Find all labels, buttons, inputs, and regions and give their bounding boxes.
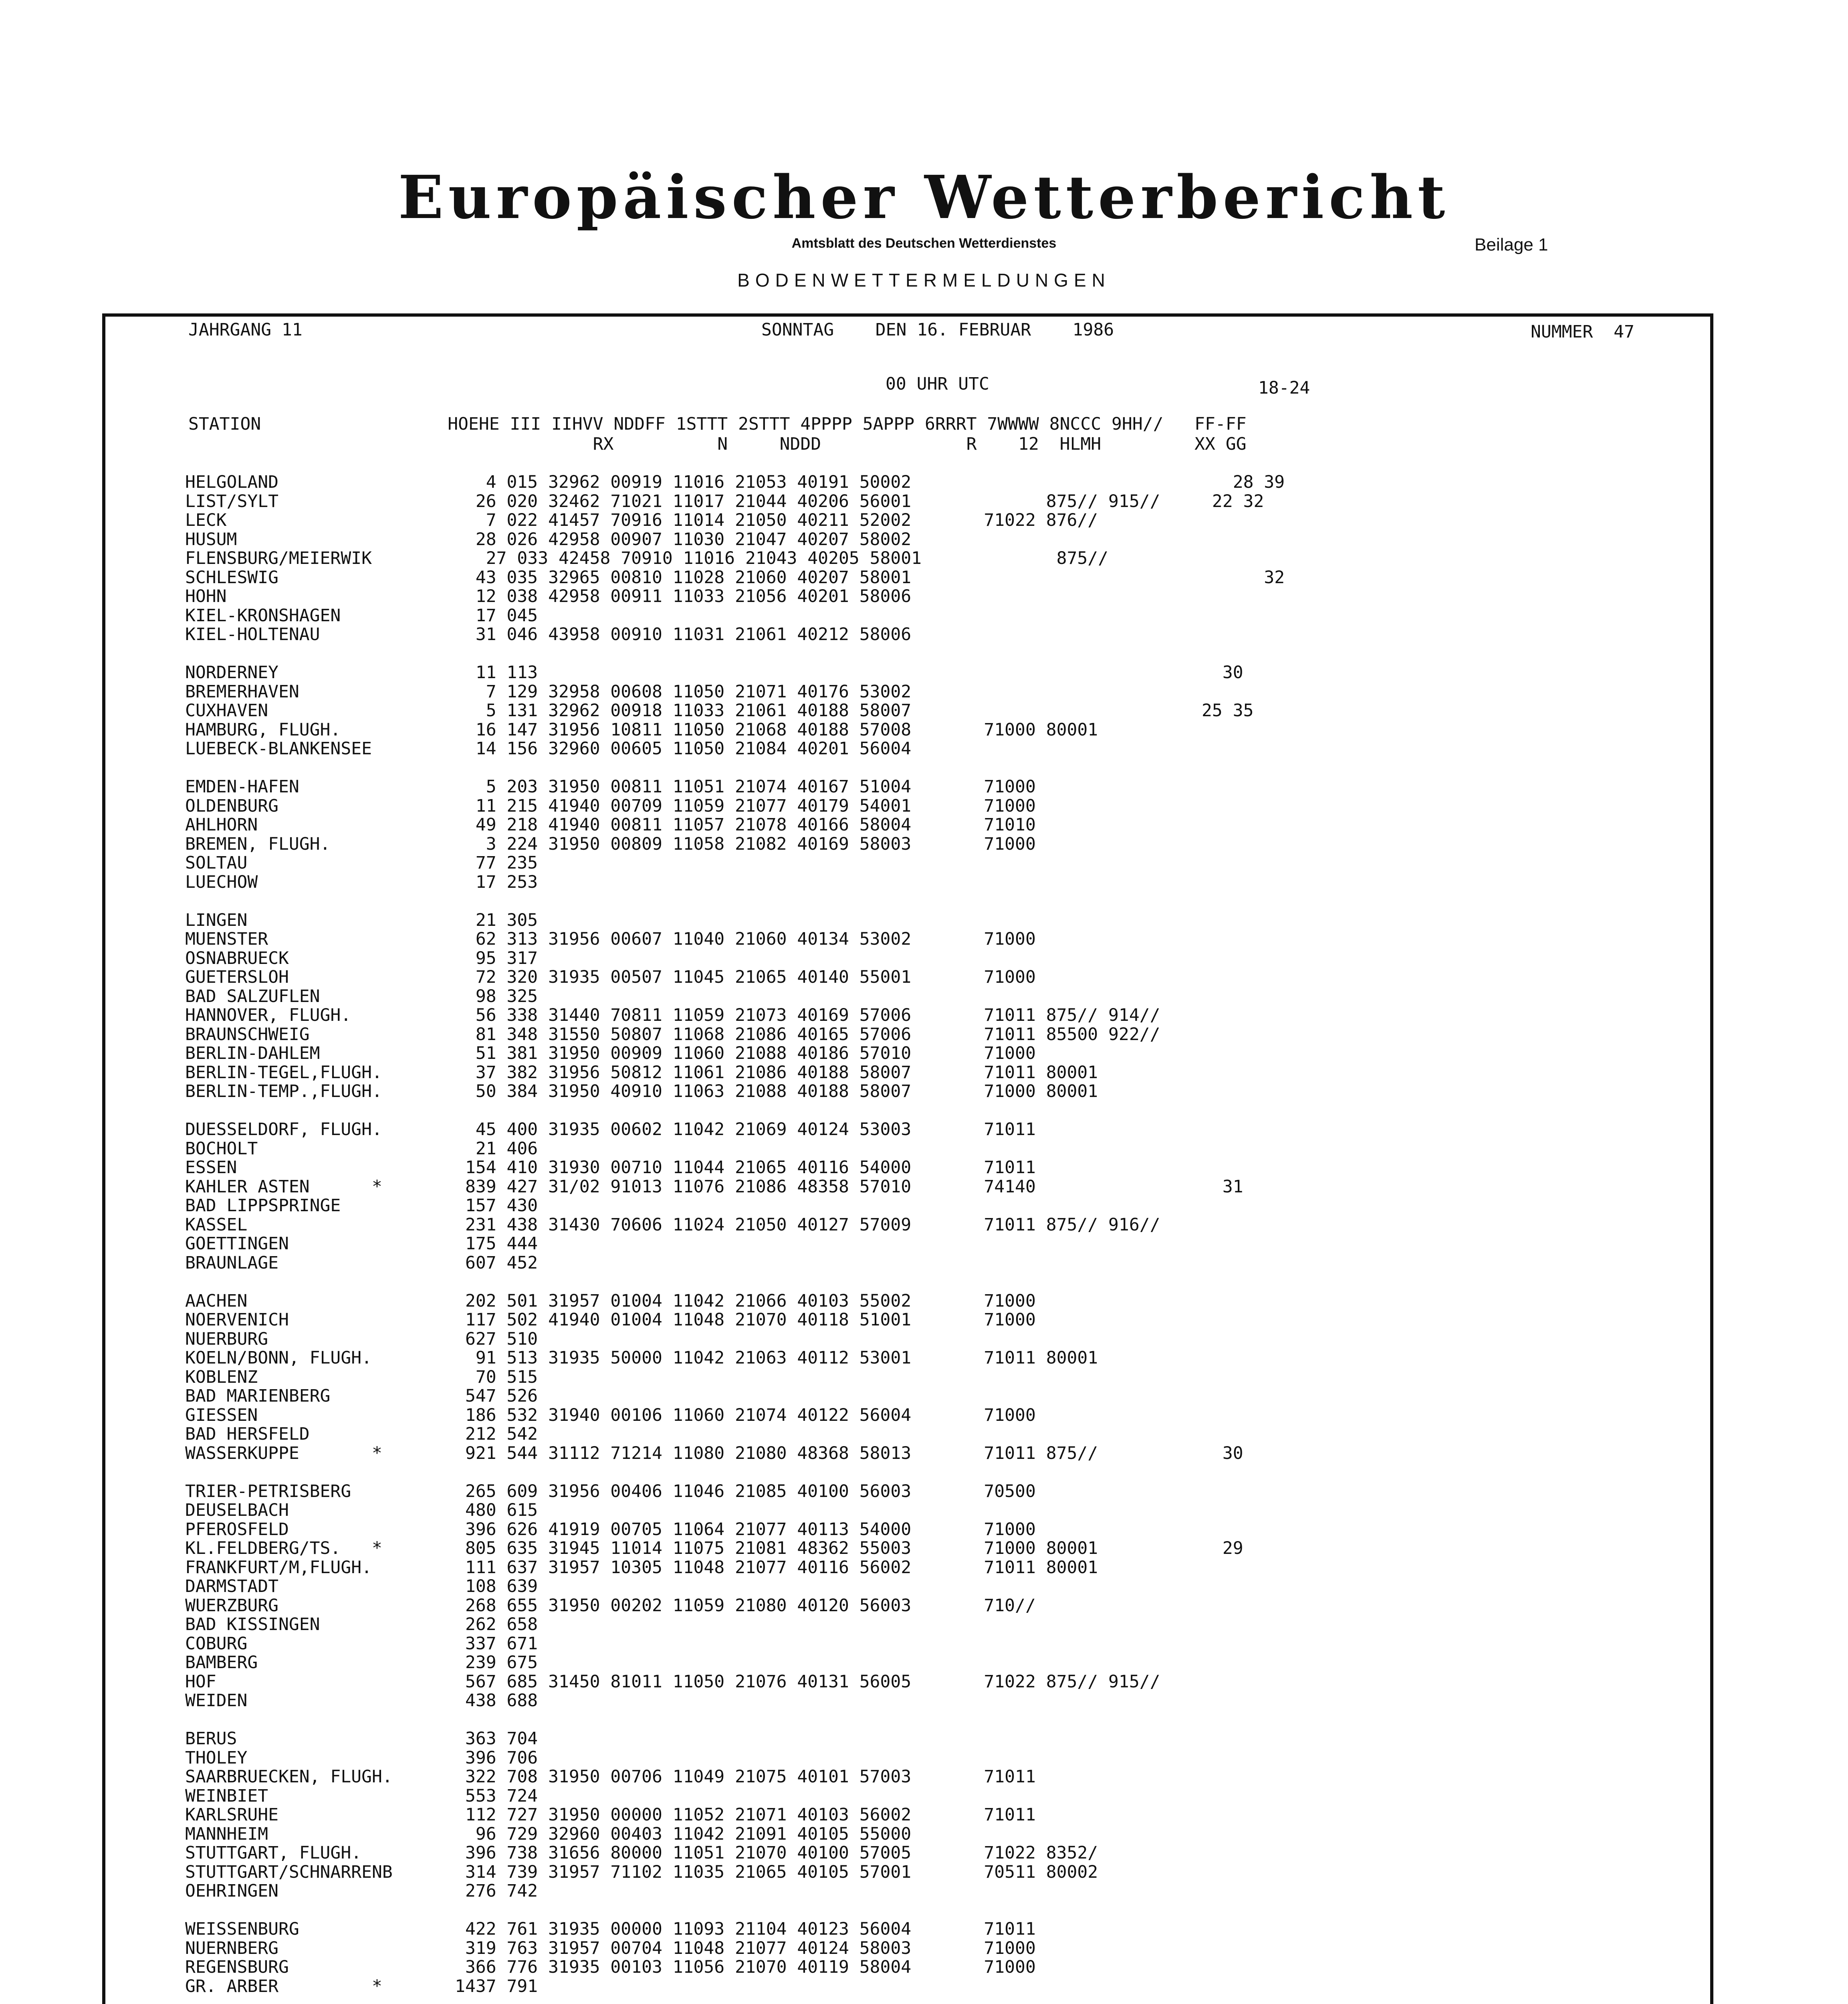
page-title: Europäischer Wetterbericht [398,162,1450,232]
station-row: BAD MARIENBERG 547 526 [185,1386,538,1406]
station-row: BRAUNSCHWEIG 81 348 31550 50807 11068 21086 40165 57006 71011 85500 922// [185,1024,1160,1044]
section-title: BODENWETTERMELDUNGEN [737,270,1111,291]
station-row: HANNOVER, FLUGH. 56 338 31440 70811 11059 21073 40169 57006 71011 875// 914// [185,1005,1160,1025]
station-row: HOF 567 685 31450 81011 11050 21076 40131 56005 71022 875// 915// [185,1671,1160,1692]
station-row: KOELN/BONN, FLUGH. 91 513 31935 50000 11042 21063 40112 53001 71011 80001 [185,1348,1098,1368]
station-row: MUENSTER 62 313 31956 00607 11040 21060 40134 53002 71000 [185,929,1036,949]
station-row: BAD KISSINGEN 262 658 [185,1614,538,1634]
station-row: GOETTINGEN 175 444 [185,1234,538,1254]
row-gap [185,892,1285,911]
station-row: NORDERNEY 11 113 30 [185,663,1243,683]
station-row: KIEL-HOLTENAU 31 046 43958 00910 11031 21061 40212 58006 [185,624,912,644]
station-row: NUERBURG 627 510 [185,1329,538,1349]
station-row: HOHN 12 038 42958 00911 11033 21056 40201 58006 [185,586,912,606]
station-row: EMDEN-HAFEN 5 203 31950 00811 11051 21074 40167 51004 71000 [185,777,1036,797]
station-row: KAHLER ASTEN * 839 427 31/02 91013 11076 21086 48358 57010 74140 31 [185,1176,1243,1197]
row-gap [185,759,1285,778]
station-row: SAARBRUECKEN, FLUGH. 322 708 31950 00706 11049 21075 40101 57003 71011 [185,1767,1036,1787]
station-row: CUXHAVEN 5 131 32962 00918 11033 21061 40188 58007 25 35 [185,701,1254,721]
row-gap [185,644,1285,664]
station-row: TRIER-PETRISBERG 265 609 31956 00406 11046 21085 40100 56003 70500 [185,1481,1036,1501]
station-row: GUETERSLOH 72 320 31935 00507 11045 21065 40140 55001 71000 [185,967,1036,987]
station-row: COBURG 337 671 [185,1633,538,1654]
station-row: LUEBECK-BLANKENSEE 14 156 32960 00605 11050 21084 40201 56004 [185,739,912,759]
column-headers-sub: RX N NDDD R 12 HLMH XX GG [188,434,1247,454]
station-row: WUERZBURG 268 655 31950 00202 11059 21080 40120 56003 710// [185,1595,1036,1616]
nummer: NUMMER 47 [1531,322,1634,342]
period: 18-24 [1258,378,1310,398]
date: SONNTAG DEN 16. FEBRUAR 1986 [761,320,1114,340]
station-row: BREMEN, FLUGH. 3 224 31950 00809 11058 21082 40169 58003 71000 [185,834,1036,854]
station-row: BERUS 363 704 [185,1729,538,1749]
station-row: LIST/SYLT 26 020 32462 71021 11017 21044 40206 56001 875// 915// 22 32 [185,491,1264,511]
row-gap [185,1273,1285,1292]
station-row: SOLTAU 77 235 [185,853,538,873]
station-row: BAMBERG 239 675 [185,1652,538,1673]
station-row: STUTTGART/SCHNARRENB 314 739 31957 71102 11035 21065 40105 57001 70511 80002 [185,1862,1098,1882]
station-row: FRANKFURT/M,FLUGH. 111 637 31957 10305 11048 21077 40116 56002 71011 80001 [185,1557,1098,1578]
column-headers: STATION HOEHE III IIHVV NDDFF 1STTT 2STTT 4PPPP 5APPP 6RRRT 7WWWW 8NCCC 9HH// FF-FF [188,414,1247,434]
station-row: KASSEL 231 438 31430 70606 11024 21050 40127 57009 71011 875// 916// [185,1214,1160,1235]
station-row: AACHEN 202 501 31957 01004 11042 21066 40103 55002 71000 [185,1291,1036,1311]
station-row: WEINBIET 553 724 [185,1786,538,1806]
station-row: HELGOLAND 4 015 32962 00919 11016 21053 40191 50002 28 39 [185,472,1285,492]
station-row: BERLIN-DAHLEM 51 381 31950 00909 11060 21088 40186 57010 71000 [185,1043,1036,1063]
station-row: DUESSELDORF, FLUGH. 45 400 31935 00602 11042 21069 40124 53003 71011 [185,1119,1036,1139]
station-row: BERLIN-TEMP.,FLUGH. 50 384 31950 40910 11063 21088 40188 58007 71000 80001 [185,1081,1098,1101]
station-row: HUSUM 28 026 42958 00907 11030 21047 40207 58002 [185,529,912,549]
station-row: OSNABRUECK 95 317 [185,948,538,968]
row-gap [185,1101,1285,1121]
station-row: LECK 7 022 41457 70916 11014 21050 40211 52002 71022 876// [185,510,1098,530]
station-row: OLDENBURG 11 215 41940 00709 11059 21077 40179 54001 71000 [185,796,1036,816]
station-row: KL.FELDBERG/TS. * 805 635 31945 11014 11075 21081 48362 55003 71000 80001 29 [185,1538,1243,1558]
station-row: SCHLESWIG 43 035 32965 00810 11028 21060 40207 58001 32 [185,567,1285,588]
station-row: HAMBURG, FLUGH. 16 147 31956 10811 11050 21068 40188 57008 71000 80001 [185,719,1098,740]
station-table [185,473,1285,2004]
subtitle: Amtsblatt des Deutschen Wetterdienstes [791,236,1057,251]
station-row: FLENSBURG/MEIERWIK 27 033 42458 70910 11016 21043 40205 58001 875// [185,548,1109,568]
row-gap [185,1711,1285,1730]
station-row: BOCHOLT 21 406 [185,1138,538,1159]
station-row: ESSEN 154 410 31930 00710 11044 21065 40116 54000 71011 [185,1158,1036,1178]
station-row: WEISSENBURG 422 761 31935 00000 11093 21104 40123 56004 71011 [185,1919,1036,1939]
row-gap [185,1996,1285,2004]
station-row: BAD HERSFELD 212 542 [185,1424,538,1444]
station-row: LUECHOW 17 253 [185,872,538,892]
station-row: GIESSEN 186 532 31940 00106 11060 21074 40122 56004 71000 [185,1405,1036,1425]
station-row: BREMERHAVEN 7 129 32958 00608 11050 21071 40176 53002 [185,681,912,702]
station-row: NUERNBERG 319 763 31957 00704 11048 21077 40124 58003 71000 [185,1938,1036,1958]
station-row: BERLIN-TEGEL,FLUGH. 37 382 31956 50812 11061 21086 40188 58007 71011 80001 [185,1062,1098,1083]
station-row: DEUSELBACH 480 615 [185,1500,538,1520]
station-row: NOERVENICH 117 502 41940 01004 11048 21070 40118 51001 71000 [185,1310,1036,1330]
station-row: AHLHORN 49 218 41940 00811 11057 21078 40166 58004 71010 [185,815,1036,835]
station-row: WEIDEN 438 688 [185,1691,538,1711]
station-row: WASSERKUPPE * 921 544 31112 71214 11080 21080 48368 58013 71011 875// 30 [185,1443,1243,1463]
jahrgang: JAHRGANG 11 [188,320,303,340]
station-row: MANNHEIM 96 729 32960 00403 11042 21091 40105 55000 [185,1824,912,1844]
row-gap [185,1463,1285,1482]
station-row: PFEROSFELD 396 626 41919 00705 11064 21077 40113 54000 71000 [185,1519,1036,1539]
station-row: BRAUNLAGE 607 452 [185,1252,538,1273]
station-row: KARLSRUHE 112 727 31950 00000 11052 21071 40103 56002 71011 [185,1805,1036,1825]
station-row: STUTTGART, FLUGH. 396 738 31656 80000 11051 21070 40100 57005 71022 8352/ [185,1843,1098,1863]
row-gap [185,1901,1285,1920]
station-row: OEHRINGEN 276 742 [185,1881,538,1901]
time: 00 UHR UTC [886,374,989,394]
station-row: GR. ARBER * 1437 791 [185,1976,538,1996]
station-row: KOBLENZ 70 515 [185,1367,538,1387]
station-row: KIEL-KRONSHAGEN 17 045 [185,605,538,626]
station-row: DARMSTADT 108 639 [185,1576,538,1596]
station-row: LINGEN 21 305 [185,910,538,930]
station-row: BAD LIPPSPRINGE 157 430 [185,1196,538,1216]
beilage-label: Beilage 1 [1475,235,1548,255]
station-row: BAD SALZUFLEN 98 325 [185,986,538,1006]
station-row: REGENSBURG 366 776 31935 00103 11056 21070 40119 58004 71000 [185,1957,1036,1977]
station-row: THOLEY 396 706 [185,1747,538,1768]
